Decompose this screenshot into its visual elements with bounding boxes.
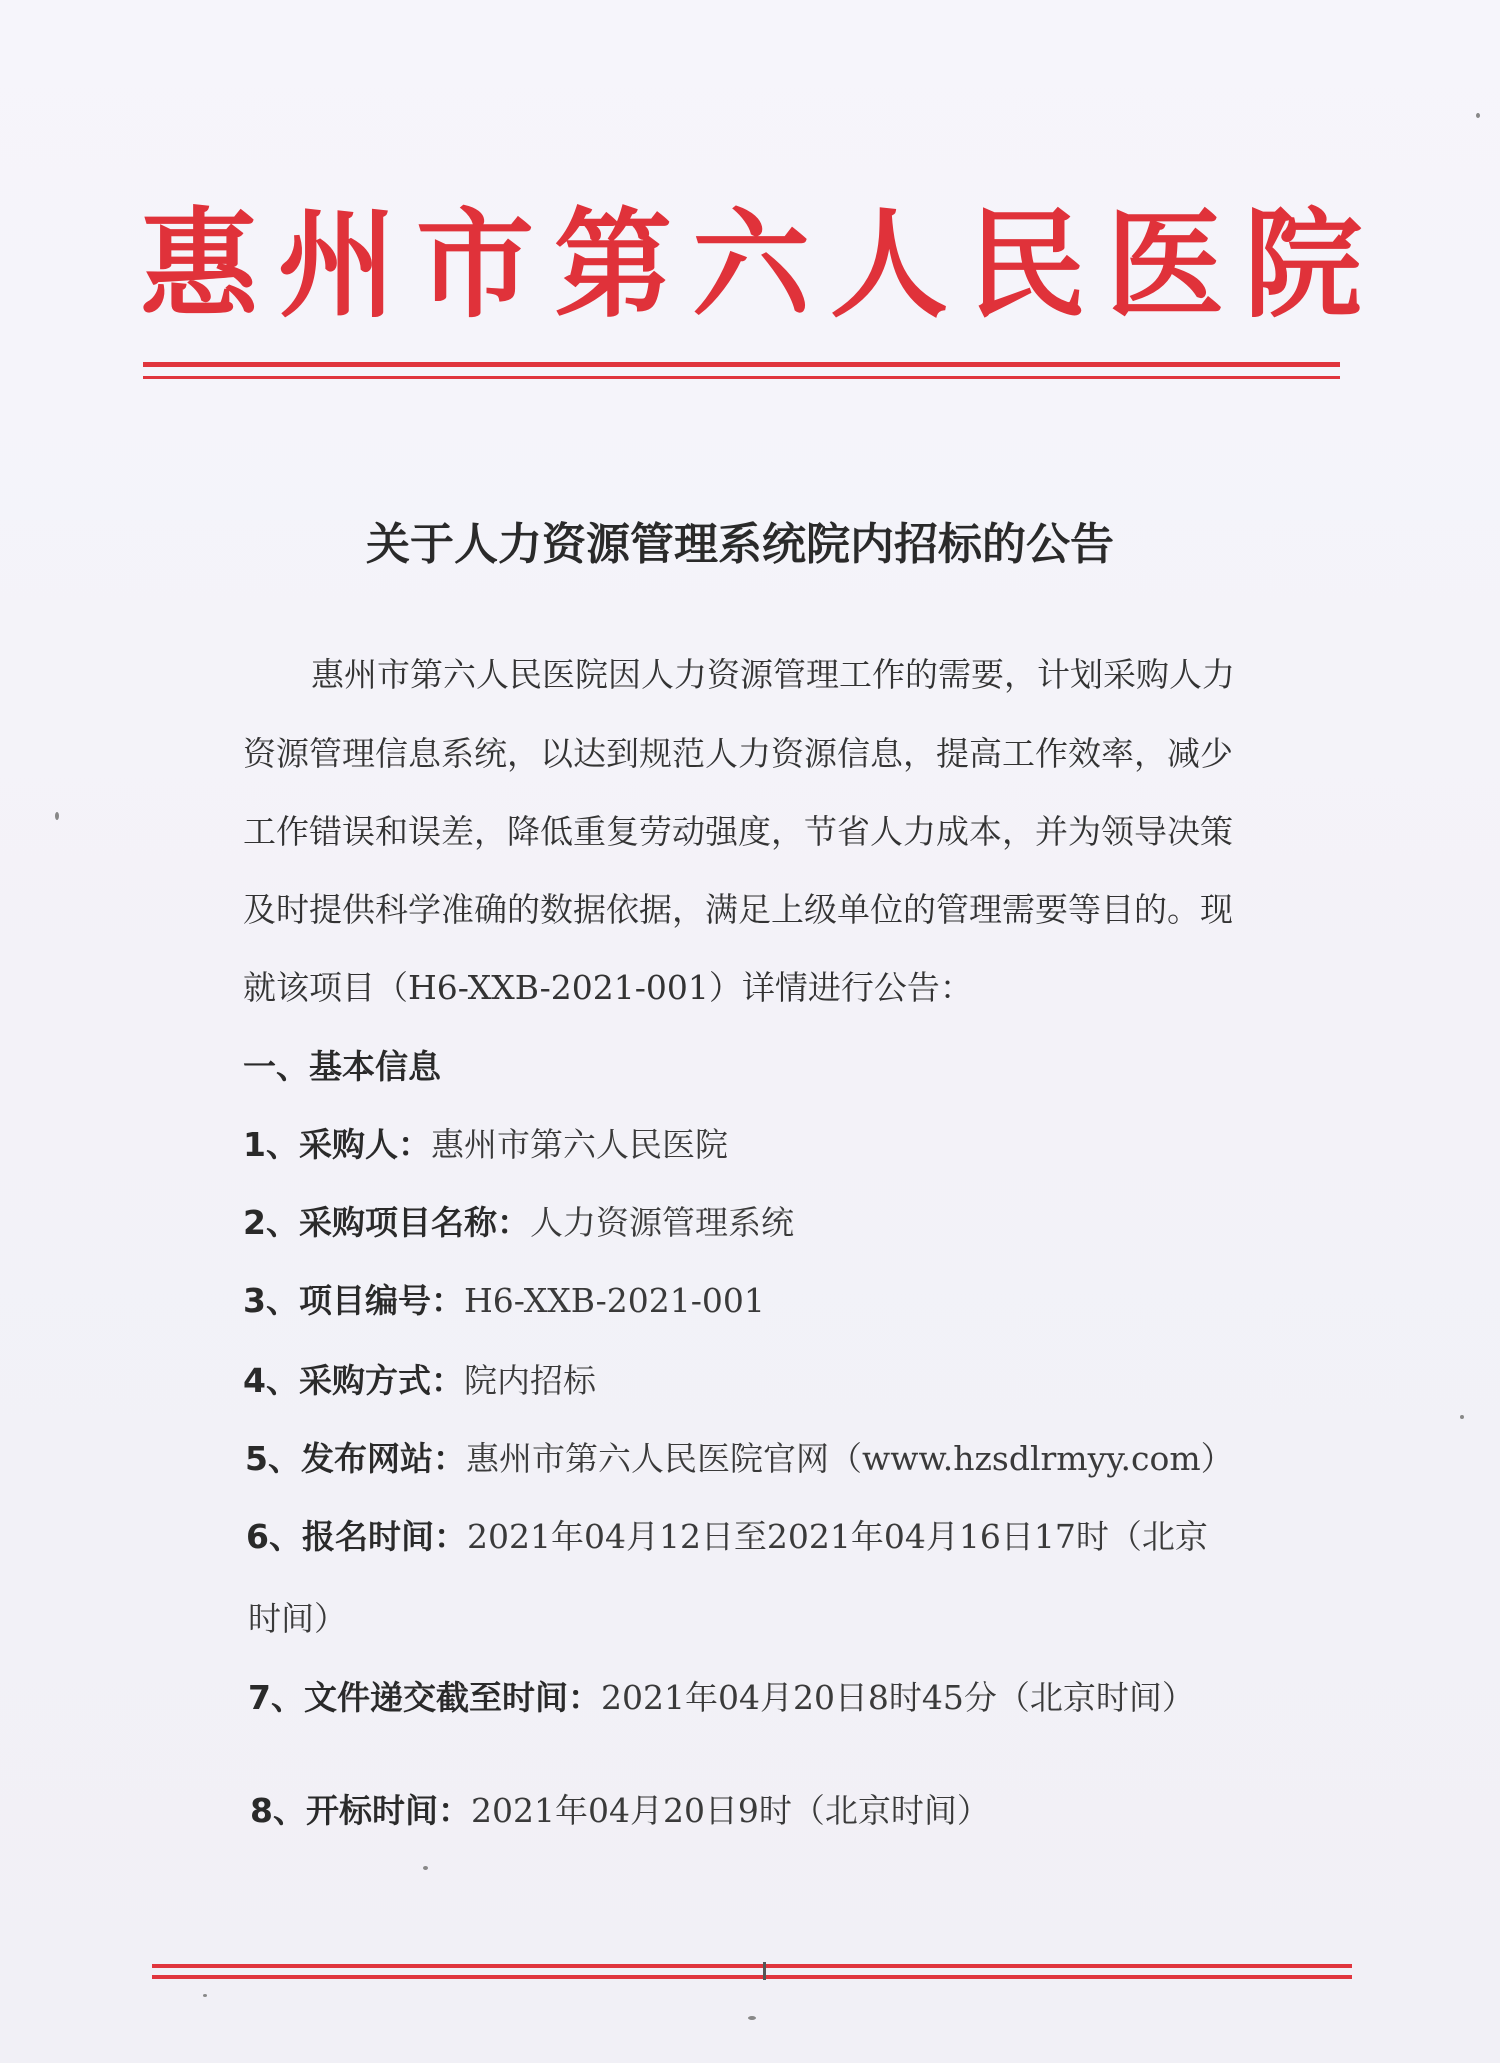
item-label: 6、报名时间： — [246, 1517, 467, 1556]
item-label: 3、项目编号： — [243, 1281, 464, 1320]
info-item-bid-opening-time — [250, 1786, 990, 1836]
info-item-submission-deadline — [248, 1673, 1195, 1723]
intro-line: 资源管理信息系统，以达到规范人力资源信息，提高工作效率，减少 — [243, 734, 1233, 773]
item-label: 8、开标时间： — [250, 1791, 471, 1830]
item-value: 2021年04月20日9时（北京时间） — [470, 1791, 990, 1830]
scan-speck — [55, 812, 59, 820]
footer-rule-top — [152, 1964, 1352, 1968]
info-item-project-number — [243, 1276, 765, 1326]
document-title: 关于人力资源管理系统院内招标的公告 — [366, 519, 1114, 570]
item-value: H6-XXB-2021-001 — [463, 1281, 765, 1320]
item-value-continuation: 时间） — [248, 1599, 347, 1638]
page-number-mark — [763, 1962, 766, 1980]
intro-line: 惠州市第六人民医院因人力资源管理工作的需要，计划采购人力 — [311, 655, 1235, 694]
section-heading: 一、基本信息 — [243, 1047, 441, 1086]
item-value: 惠州市第六人民医院 — [430, 1125, 728, 1164]
scan-speck — [423, 1866, 428, 1870]
item-label: 2、采购项目名称： — [243, 1203, 530, 1242]
info-item-project-name — [243, 1198, 794, 1248]
intro-line: 工作错误和误差，降低重复劳动强度，节省人力成本，并为领导决策 — [243, 812, 1233, 851]
item-value: 院内招标 — [463, 1361, 596, 1400]
intro-line: 及时提供科学准确的数据依据，满足上级单位的管理需要等目的。现 — [243, 890, 1233, 929]
item-label: 5、发布网站： — [245, 1439, 466, 1478]
scan-speck — [1476, 113, 1480, 118]
letterhead-title: 惠州市第六人民医院 — [140, 195, 1383, 334]
item-value: 惠州市第六人民医院官网（www.hzsdlrmyy.com） — [465, 1439, 1234, 1478]
intro-line: 就该项目（H6-XXB-2021-001）详情进行公告： — [243, 968, 973, 1007]
info-item-registration-time — [246, 1512, 1208, 1562]
info-item-purchaser — [243, 1120, 728, 1170]
item-value: 人力资源管理系统 — [529, 1203, 794, 1242]
scan-speck — [1460, 1415, 1464, 1419]
item-label: 7、文件递交截至时间： — [248, 1678, 601, 1717]
info-item-website — [245, 1434, 1234, 1484]
footer-rule-bottom — [152, 1975, 1352, 1979]
scan-speck — [203, 1994, 207, 1997]
item-value: 2021年04月12日至2021年04月16日17时（北京 — [466, 1517, 1208, 1556]
item-value: 2021年04月20日8时45分（北京时间） — [600, 1678, 1195, 1717]
letterhead-rule-thin — [143, 376, 1340, 379]
scan-speck — [748, 2016, 756, 2020]
letterhead-rule-thick — [143, 362, 1340, 367]
info-item-registration-time-continued — [248, 1594, 347, 1644]
info-item-procurement-method — [243, 1356, 596, 1406]
item-label: 4、采购方式： — [243, 1361, 464, 1400]
item-label: 1、采购人： — [243, 1125, 431, 1164]
